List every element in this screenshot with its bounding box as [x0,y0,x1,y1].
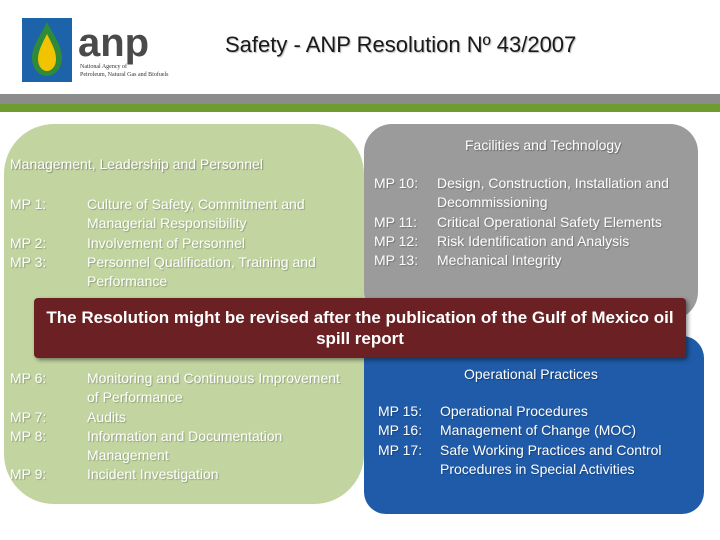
list-item [374,232,694,251]
logo-wordmark: anp [78,21,150,65]
item-code: MP 2: [10,234,47,251]
list-item [10,253,345,292]
operational-title: Operational Practices [464,366,598,382]
item-text: Personnel Qualification, Training and Performance [87,253,316,290]
list-item [378,421,696,440]
item-text: Information and Documentation Management [87,427,283,464]
header-rule-grey [0,94,720,104]
list-item [378,441,696,480]
item-text: Risk Identification and Analysis [437,232,630,249]
item-text: Culture of Safety, Commitment and Managerial Responsibility [87,196,305,232]
item-code: MP 9: [10,466,47,483]
logo-tagline-2: Petroleum, Natural Gas and Biofuels [80,72,169,78]
item-code: MP 1: [10,196,47,212]
item-code: MP 7: [10,408,47,425]
item-text: Management of Change (MOC) [440,422,637,439]
management-list-upper [10,195,345,291]
list-item [10,369,345,408]
list-item [374,213,694,232]
list-item [10,195,345,234]
list-item [10,465,345,484]
item-code: MP 10: [374,175,419,191]
item-text: Safe Working Practices and Control Procedures in Special Activities [440,441,662,477]
list-item [10,408,345,427]
logo-tagline-1: National Agency of [80,64,127,70]
list-item [374,174,694,213]
page-title: Safety - ANP Resolution Nº 43/2007 [225,32,577,57]
facilities-title: Facilities and Technology [465,137,622,153]
list-item [378,402,696,421]
item-code: MP 13: [374,252,419,269]
item-text: Mechanical Integrity [437,252,562,269]
management-title: Management, Leadership and Personnel [10,156,263,172]
item-text: Incident Investigation [87,466,219,483]
item-code: MP 15: [378,403,423,419]
item-code: MP 17: [378,441,423,458]
item-code: MP 6: [10,370,47,386]
item-text: Monitoring and Continuous Improvement of Performance [87,370,340,406]
item-code: MP 8: [10,427,47,444]
item-code: MP 3: [10,253,47,270]
item-text: Audits [87,408,126,425]
item-code: MP 11: [374,213,418,230]
list-item [10,427,345,466]
operational-list [378,402,696,479]
item-text: Operational Procedures [440,403,588,419]
anp-logo [20,12,200,90]
item-text: Involvement of Personnel [87,234,245,251]
item-code: MP 12: [374,232,419,249]
list-item [10,234,345,253]
item-text: Design, Construction, Installation and Decommissioning [437,175,669,211]
header-rule-green [0,104,720,112]
revision-notice-banner: The Resolution might be revised after the publication of the Gulf of Mexico oil spill report [34,298,686,358]
item-text: Critical Operational Safety Elements [437,213,662,230]
management-list-lower [10,369,345,485]
list-item [374,251,694,270]
facilities-list [374,174,694,270]
item-code: MP 16: [378,422,423,439]
